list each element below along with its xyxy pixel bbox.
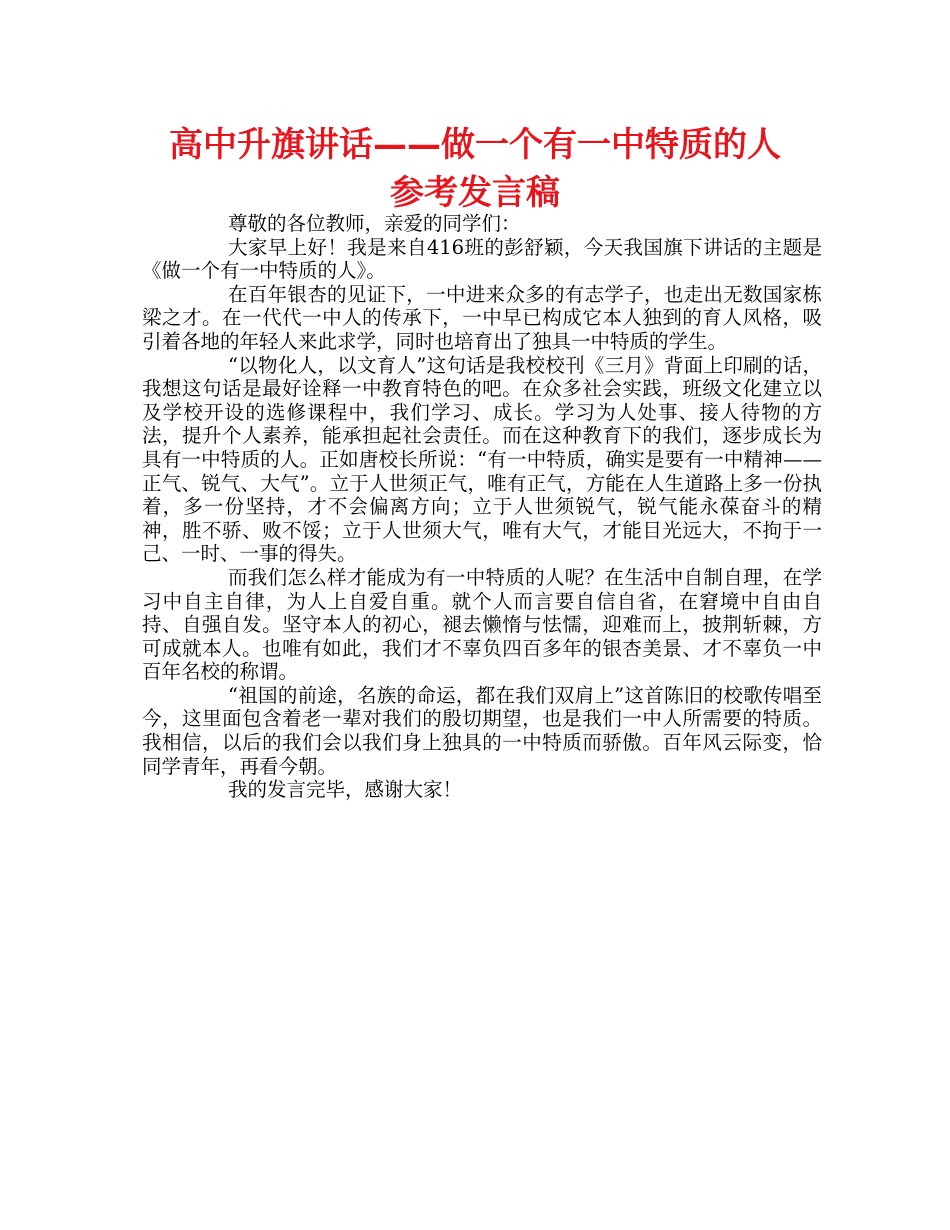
salutation-paragraph: 尊敬的各位教师，亲爱的同学们：: [228, 212, 521, 235]
how-to-paragraph: 而我们怎么样才能成为有一中特质的人呢？在生活中自制自理，在学习中自主自律，为人上自爱自重。就个人而言要自信自省，在窘境中自由自持、自强自发。坚守本人的初心，褪去懒惰与怯懦，迎难而上，披荆斩棘，方可成就本人。也唯有如此，我们才不辜负四百多年的银杏美景、才不辜负一中百年名校的称谓。: [142, 565, 822, 684]
speech-body: [142, 212, 822, 802]
closing-paragraph: 我的发言完毕，感谢大家！: [228, 778, 463, 802]
greeting-paragraph: 大家早上好！我是来自416班的彭舒颖，今天我国旗下讲话的主题是《做一个有一中特质的人》。: [142, 235, 822, 283]
motto-paragraph: “以物化人，以文育人”这句话是我校校刊《三月》背面上印刷的话，我想这句话是最好诠释一中教育特色的吧。在众多社会实践，班级文化建立以及学校开设的选修课程中，我们学习、成长。学习为人处事、接人待物的方法，提升个人素养，能承担起社会责任。而在这种教育下的我们，逐步成长为具有一中特质的人。正如唐校长所说：“有一中特质，确实是要有一中精神——正气、锐气、大气”。立于人世须正气，唯有正气，方能在人生道路上多一份执着，多一份坚持，才不会偏离方向；立于人世须锐气，锐气能永葆奋斗的精神，胜不骄、败不馁；立于人世须大气，唯有大气，才能目光远大，不拘于一己、一时、一事的得失。: [142, 353, 822, 566]
history-paragraph: 在百年银杏的见证下，一中进来众多的有志学子，也走出无数国家栋梁之才。在一代代一中人的传承下，一中早已构成它本人独到的育人风格，吸引着各地的年轻人来此求学，同时也培育出了独具一中特质的学生。: [142, 282, 822, 353]
document-title-line-1: 高中升旗讲话——做一个有一中特质的人: [169, 125, 781, 165]
school-song-paragraph: “祖国的前途，名族的命运，都在我们双肩上”这首陈旧的校歌传唱至今，这里面包含着老一辈对我们的殷切期望，也是我们一中人所需要的特质。我相信，以后的我们会以我们身上独具的一中特质而骄傲。百年风云际变，恰同学青年，再看今朝。: [142, 683, 822, 778]
document-title-line-2: 参考发言稿: [390, 173, 560, 213]
